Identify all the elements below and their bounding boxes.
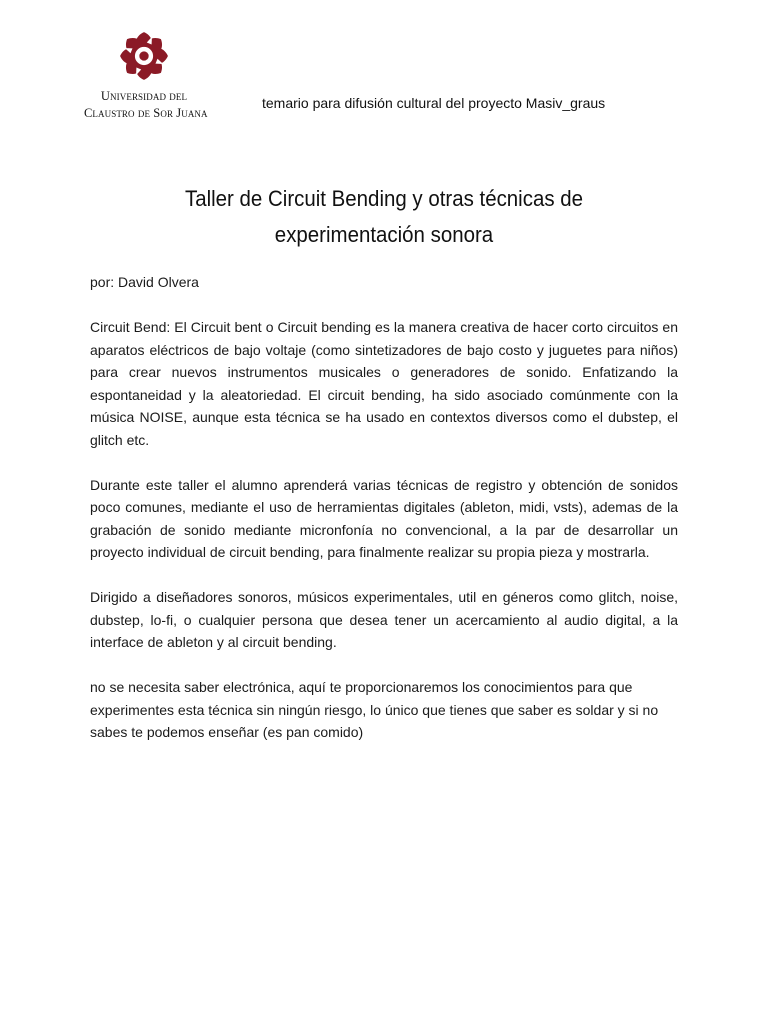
- paragraph-taller: Durante este taller el alumno aprenderá varias técnicas de registro y obtención de sonidos poco comunes, mediante el uso de herramientas digitales (ableton, midi, vsts), ademas de la grabación de sonido mediante micronfonía no convencional, a la par de desarrollar un proyecto individual de circuit bending, para finalmente realizar su propia pieza y mostrarla.: [90, 476, 678, 560]
- paragraph-circuit-bend: Circuit Bend: El Circuit bent o Circuit bending es la manera creativa de hacer corto circuitos en aparatos eléctricos de bajo voltaje (como sintetizadores de bajo costo y juguetes para niños) para crear nuevos instrumentos musicales o generadores de sonido. Enfatizando la espontaneidad y la aleatoriedad. El circuit bending, ha sido asociado comúnmente con la música NOISE, aunque esta técnica se ha usado en contextos diversos como el dubstep, el glitch etc.: [90, 319, 678, 448]
- university-logo: [84, 28, 208, 122]
- logo-text: [84, 88, 208, 122]
- logo-line-1: Universidad del: [100, 89, 188, 103]
- logo-line-2: Claustro de Sor Juana: [84, 106, 208, 120]
- document-title: [111, 181, 658, 253]
- title-line-1: Taller de Circuit Bending y otras técnicas de: [184, 186, 584, 211]
- header-caption: temario para difusión cultural del proyecto Masiv_graus: [262, 95, 606, 111]
- author-line: por: David Olvera: [90, 274, 199, 290]
- title-line-2: experimentación sonora: [274, 222, 494, 247]
- document-body: [90, 271, 678, 766]
- university-emblem-icon: [118, 28, 170, 84]
- paragraph-dirigido: Dirigido a diseñadores sonoros, músicos experimentales, util en géneros como glitch, noise, dubstep, lo-fi, o cualquier persona que desea tener un acercamiento al audio digital, a la interface de ableton y al circuit bending.: [90, 589, 678, 650]
- paragraph-requisitos: no se necesita saber electrónica, aquí te proporcionaremos los conocimientos para que experimentes esta técnica sin ningún riesgo, lo único que tienes que saber es soldar y si no sabes te podemos enseñar (es pan comido): [90, 679, 659, 740]
